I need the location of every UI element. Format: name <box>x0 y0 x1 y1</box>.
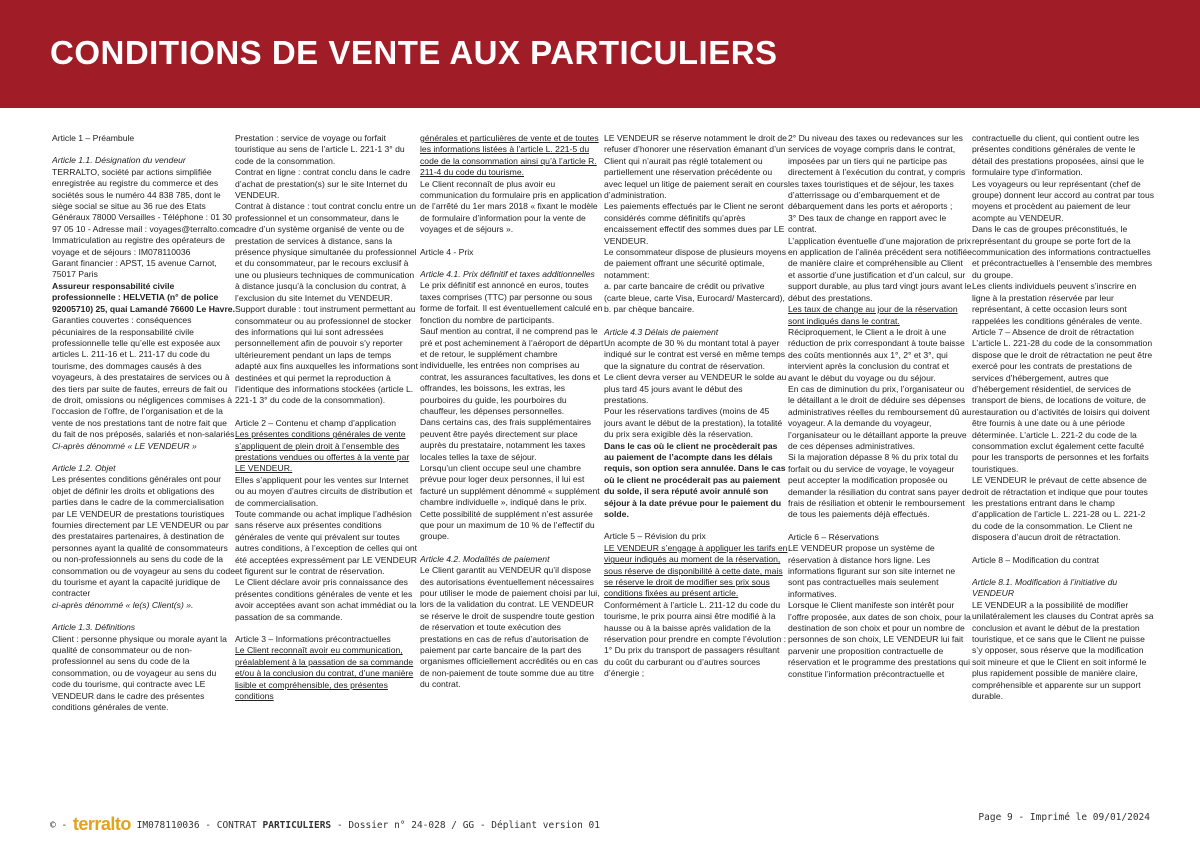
paragraph: Prestation : service de voyage ou forfait touristique au sens de l’article L. 221-1 3° du code de la consommation. <box>235 133 405 166</box>
paragraph: Contrat à distance : tout contrat conclu entre un professionnel et un consommateur, dans le cadre d’un système organisé de vente ou de prestation de services à distance, sans la présence physique simultanée du professionnel et du consommateur, par le recours exclusif à une ou plusieurs techniques de communication à distance jusqu’à la conclusion du contrat, à l’exclusion du site Internet du VENDEUR. <box>235 201 417 303</box>
footer-reference: IM078110036 - CONTRAT <box>136 820 257 831</box>
paragraph: Le client devra verser au VENDEUR le solde au plus tard 45 jours avant le début des prestations. <box>604 372 787 405</box>
paragraph: Article 5 – Révision du prix <box>604 531 706 542</box>
paragraph: Article 6 – Réservations <box>788 531 879 542</box>
paragraph: LE VENDEUR le prévaut de cette absence de droit de rétractation et indique que pour toutes les prestations entrant dans le champ d’application de l’article L. 221-28 ou L. 221-2 du code de la consommation. Le Client ne disposera d’aucun droit de rétractation. <box>972 475 1148 543</box>
paragraph: Assureur responsabilité civile professionnelle : HELVETIA (n° de police 92005710) 25, quai Lamandé 76600 Le Havre. <box>52 280 235 314</box>
paragraph: Client : personne physique ou morale ayant la qualité de consommateur ou de non-professionnel au sens du code de la consommation, ou de voyageur au sens du code du tourisme, qui contracte avec LE VENDEUR dans le cadre des présentes conditions générales de vente. <box>52 633 227 713</box>
paragraph: Article 1.2. Objet <box>52 462 116 473</box>
paragraph: Le Client garantit au VENDEUR qu’il dispose des autorisations éventuellement nécessaires pour utiliser le mode de paiement choisi par lui, lors de la validation du contrat. LE VENDEUR se réserve le droit de suspendre toute gestion de réservation et toute exécution des prestations en cas de refus d’autorisation de paiement par carte bancaire de la part des organismes officiellement accrédités ou en cas de non-paiement de toute somme due au titre du contrat. <box>420 565 600 690</box>
paragraph: Le consommateur dispose de plusieurs moyens de paiement offrant une sécurité optimale, notamment: <box>604 247 786 280</box>
paragraph: Article 3 – Informations précontractuelles <box>235 634 391 645</box>
copyright-mark: © - <box>50 820 68 831</box>
paragraph: Lorsque le Client manifeste son intérêt pour l’offre proposée, aux dates de son choix, pour la destination de son choix et pour un nombre de personnes de son choix, LE VENDEUR lui fait parvenir une proposition contractuelle de réservation et le programme des prestations qui constitue l’information précontractuelle et <box>788 600 971 679</box>
text-column-2 <box>235 133 419 801</box>
paragraph: L’article L. 221-28 du code de la consommation dispose que le droit de rétractation ne peut être exercé pour les contrats de prestations de services d’hébergement, autres que d’hébergement résidentiel, de services de transport de biens, de locations de voiture, de restauration ou d’activités de loisirs qui doivent être fournis à une date ou à une période déterminée. L’article L. 221-2 du code de la consommation exclut également cette faculté pour les transports de personnes et les forfaits touristiques. <box>972 338 1153 474</box>
paragraph-spacer <box>604 520 788 531</box>
paragraph: Dans certains cas, des frais supplémentaires peuvent être payés directement sur place auprès du prestataire, notamment les taxes locales telles la taxe de séjour. <box>420 417 591 462</box>
paragraph-spacer <box>235 623 419 634</box>
paragraph: Garant financier : APST, 15 avenue Carnot, 75017 Paris <box>52 258 217 280</box>
paragraph: Elles s’appliquent pour les ventes sur Internet ou au moyen d’autres circuits de distribution et de commercialisation. <box>235 474 413 508</box>
paragraph-spacer <box>52 144 236 155</box>
paragraph: 3° Des taux de change en rapport avec le contrat. <box>788 212 947 235</box>
paragraph: Pour les réservations tardives (moins de 45 jours avant le début de la prestation), la totalité du prix sera exigible dès la réservation. <box>604 406 783 440</box>
paragraph: Toute commande ou achat implique l’adhésion sans réserve aux présentes conditions générales de vente qui prévalent sur toutes autres conditions, à l’exception de celles qui ont été acceptées expressément par LE VENDEUR et figurent sur le contrat de réservation. <box>235 509 418 577</box>
paragraph: En cas de diminution du prix, l’organisateur ou le détaillant a le droit de déduire ses dépenses administratives réelles du remboursement dû au voyageur. A la demande du voyageur, l’organisateur ou le détaillant apporte la preuve de ces dépenses administratives. <box>788 383 972 451</box>
paragraph: Article 1 – Préambule <box>52 133 135 143</box>
footer-dossier: - Dossier n° 24-028 / GG - Dépliant version 01 <box>336 820 600 831</box>
paragraph: Article 1.3. Définitions <box>52 622 136 633</box>
paragraph: Le Client reconnaît avoir eu communication, préalablement à la passation de sa commande et/ou à la conclusion du contrat, d’une manière lisible et compréhensible, des présentes conditions <box>235 645 414 702</box>
text-column-3 <box>420 133 604 801</box>
paragraph: b. par chèque bancaire. <box>604 304 695 315</box>
paragraph: Ci-après dénommé « LE VENDEUR » <box>52 440 197 451</box>
paragraph: Article 1.1. Désignation du vendeur <box>52 155 186 166</box>
paragraph-spacer <box>604 316 788 327</box>
paragraph: Réciproquement, le Client a le droit à une réduction de prix correspondant à toute baisse des coûts mentionnés aux 1°, 2° et 3°, qui intervient après la conclusion du contrat et avant le début du voyage ou du séjour. <box>788 326 965 383</box>
text-column-4 <box>604 133 788 801</box>
footer-page-info: Page 9 - Imprimé le 09/01/2024 <box>978 812 1150 823</box>
paragraph: Article 8 – Modification du contrat <box>972 554 1100 565</box>
paragraph-spacer <box>52 452 236 463</box>
paragraph: Si la majoration dépasse 8 % du prix total du forfait ou du service de voyage, le voyageur peut accepter la modification proposée ou demander la résiliation du contrat sans payer de frais de résiliation et obtenir le remboursement de tous les paiements déjà effectués. <box>788 452 972 520</box>
paragraph: générales et particulières de vente et de toutes les informations listées à l’article L. 221-5 du code de la consommation ainsi qu’à l’article R. 211-4 du code du tourisme. <box>420 133 599 178</box>
text-column-5 <box>788 133 972 801</box>
paragraph-spacer <box>788 521 972 532</box>
paragraph-spacer <box>972 566 1156 577</box>
footer-left <box>50 812 600 833</box>
paragraph: Article 2 – Contenu et champ d’application <box>235 417 396 428</box>
paragraph: TERRALTO, société par actions simplifiée enregistrée au registre du commerce et des sociétés sous le numéro 44 838 785, dont le siège social se situe au 36 rue des Etats Généraux 78000 Versailles - Téléphone : 01 30 97 05 10 - Adresse mail : voyages@terralto.com <box>52 166 236 234</box>
paragraph: Support durable : tout instrument permettant au consommateur ou au professionnel de stocker des informations qui lui sont adressées personnellement afin de pouvoir s’y reporter ultérieurement pendant un laps de temps adapté aux fins auxquelles les informations sont destinées et qui permet la reproduction à l’identique des informations stockées (article L. 221-1 3° du code de la consommation). <box>235 304 418 406</box>
paragraph: Contrat en ligne : contrat conclu dans le cadre d’achat de prestation(s) sur le site Internet du VENDEUR. <box>235 167 411 201</box>
paragraph: LE VENDEUR a la possibilité de modifier unilatéralement les clauses du Contrat après sa conclusion et avant le début de la prestation touristique, et ce sans que le Client ne puisse s’y opposer, sous réserve que la modification soit mineure et que le Client en soit informé le plus rapidement possible de manière claire, compréhensible et apparente sur un support durable. <box>972 599 1154 702</box>
terralto-logo: terralto <box>72 814 131 834</box>
paragraph-spacer <box>420 258 604 269</box>
paragraph: Article 8.1. Modification à l’initiative du VENDEUR <box>972 577 1118 599</box>
paragraph: Conformément à l’article L. 211-12 du code du tourisme, le prix pourra ainsi être modifié à la hausse ou à la baisse après validation de la réservation pour prendre en compte l’évolution : <box>604 599 787 645</box>
paragraph: Article 4 - Prix <box>420 246 474 257</box>
page-footer <box>50 812 1150 834</box>
paragraph: 1° Du prix du transport de passagers résultant du coût du carburant ou d’autres sources d’énergie ; <box>604 645 780 679</box>
paragraph: Dans le cas de groupes préconstitués, le représentant du groupe se porte fort de la communication des informations contractuelles et précontractuelles à l’ensemble des membres du groupe. <box>972 224 1153 280</box>
paragraph: Un acompte de 30 % du montant total à payer indiqué sur le contrat est versé en même temps que la signature du contrat de réservation. <box>604 337 786 371</box>
paragraph: L’application éventuelle d’une majoration de prix en application de l’alinéa précédent sera notifiée de manière claire et compréhensible au Client et assortie d’une justification et d’un calcul, sur support durable, au plus tard vingt jours avant le début des prestations. <box>788 235 972 303</box>
paragraph: Immatriculation au registre des opérateurs de voyage et de séjours : IM078110036 <box>52 235 225 257</box>
paragraph: Les voyageurs ou leur représentant (chef de groupe) donnent leur accord au contrat par tous moyens et procèdent au paiement de leur acompte au VENDEUR. <box>972 178 1155 223</box>
paragraph: a. par carte bancaire de crédit ou privative (carte bleue, carte Visa, Eurocard/ Mastercard), <box>604 281 785 303</box>
paragraph: 2° Du niveau des taxes ou redevances sur les services de voyage compris dans le contrat, imposées par un tiers qui ne participe pas directement à l’exécution du contrat, y compris les taxes touristiques et de séjour, les taxes d’atterrissage ou d’embarquement et de débarquement dans les ports et aéroports ; <box>788 133 966 212</box>
paragraph-spacer <box>52 611 236 622</box>
paragraph: Lorsqu’un client occupe seul une chambre prévue pour loger deux personnes, il lui est facturé un supplément dénommé « supplément chambre individuelle », indiqué dans le prix. Cette possibilité de supplément n’est assurée que pour un maximum de 10 % de l’effectif du groupe. <box>420 462 600 542</box>
paragraph: Le Client déclare avoir pris connaissance des présentes conditions générales de vente et les avoir acceptées avant son achat immédiat ou la passation de sa commande. <box>235 577 417 622</box>
text-column-6 <box>972 133 1156 801</box>
paragraph: LE VENDEUR s’engage à appliquer les tarifs en vigueur indiqués au moment de la réservation, sous réserve de disponibilité à cette date, mais se réserve le droit de modifier ses prix sous conditions fixées au présent article. <box>604 542 788 599</box>
paragraph: Sauf mention au contrat, il ne comprend pas le pré et post acheminement à l’aéroport de départ et de retour, le supplément chambre individuelle, les entrées non comprises au contrat, les assurances facultatives, les dons et offrandes, les boissons, les extras, les pourboires du guide, les pourboires du chauffeur, les dépenses personnelles. <box>420 326 604 416</box>
paragraph: Article 4.1. Prix définitif et taxes additionnelles <box>420 269 595 280</box>
paragraph: Article 7 – Absence de droit de rétractation <box>972 326 1134 337</box>
paragraph: Garanties couvertes : conséquences pécuniaires de la responsabilité civile professionnelle telle qu’elle est exposée aux articles L. 211-16 et L. 211-17 du code du tourisme, des dommages causés à des voyageurs, à des prestataires de services ou à des tiers par suite de fautes, erreurs de fait ou de droit, omissions ou négligences commises à l’occasion de l’offre, de l’organisation et de la vente de nos prestations tant de notre fait que du fait de nos préposés, salariés et non-salariés <box>52 315 235 440</box>
paragraph: Les taux de change au jour de la réservation sont indiqués dans le contrat. <box>788 304 958 326</box>
footer-reference-bold: PARTICULIERS <box>262 820 332 831</box>
paragraph: LE VENDEUR se réserve notamment le droit de refuser d’honorer une réservation émanant d’un Client qui n’aurait pas réglé totalement ou partiellement une réservation précédente ou avec lequel un litige de paiement serait en cours d’administration. <box>604 133 788 201</box>
paragraph-spacer <box>235 407 419 418</box>
text-column-1 <box>52 133 236 801</box>
paragraph: Article 4.3 Délais de paiement <box>604 326 719 337</box>
paragraph-spacer <box>420 236 604 247</box>
header-banner <box>0 0 1200 108</box>
paragraph: Le Client reconnaît de plus avoir eu communication du formulaire pris en application de l’arrêté du 1er mars 2018 « fixant le modèle de formulaire d’information pour la vente de voyages et de séjours ». <box>420 178 602 235</box>
paragraph: LE VENDEUR propose un système de réservation à distance hors ligne. Les informations figurant sur son site internet ne sont pas contractuelles mais seulement informatives. <box>788 543 956 599</box>
paragraph: Le prix définitif est annoncé en euros, toutes taxes comprises (TTC) par personne ou sous forme de forfait. Il est éventuellement calculé en fonction du nombre de participants. <box>420 280 603 325</box>
paragraph: Les clients individuels peuvent s’inscrire en ligne à la prestation réservée par leur représentant, à cette occasion leurs sont rappelées les conditions générales de vente. <box>972 281 1143 326</box>
paragraph: Les présentes conditions générales ont pour objet de définir les droits et obligations des parties dans le cadre de la commercialisation par LE VENDEUR de prestations touristiques fournies directement par LE VENDEUR ou par des prestataires partenaires, à destination de personnes ayant la qualité de consommateurs ou non-professionnels au sens du code de la consommation ou de voyageur au sens du code du tourisme et ayant la capacité juridique de contracter <box>52 474 235 599</box>
paragraph: Les paiements effectués par le Client ne seront considérés comme définitifs qu’après encaissement effectif des sommes dues par LE VENDEUR. <box>604 201 785 246</box>
paragraph: ci-après dénommé « le(s) Client(s) ». <box>52 599 194 610</box>
paragraph-spacer <box>420 543 604 554</box>
paragraph: Dans le cas où le client ne procèderait pas au paiement de l’acompte dans les délais requis, son option sera annulée. Dans le cas où le client ne procéderait pas au paiement du solde, il sera réputé avoir annulé son séjour à la date prévue pour le paiement du solde. <box>604 440 786 519</box>
paragraph: Les présentes conditions générales de vente s’appliquent de plein droit à l’ensemble des prestations vendues ou offertes à la vente par LE VENDEUR. <box>235 429 410 474</box>
paragraph-spacer <box>972 544 1156 555</box>
page-title: CONDITIONS DE VENTE AUX PARTICULIERS <box>50 34 778 71</box>
paragraph: Article 4.2. Modalités de paiement <box>420 553 550 564</box>
paragraph: contractuelle du client, qui contient outre les présentes conditions générales de vente le détail des prestations proposées, ainsi que le formulaire type d’information. <box>972 133 1144 178</box>
